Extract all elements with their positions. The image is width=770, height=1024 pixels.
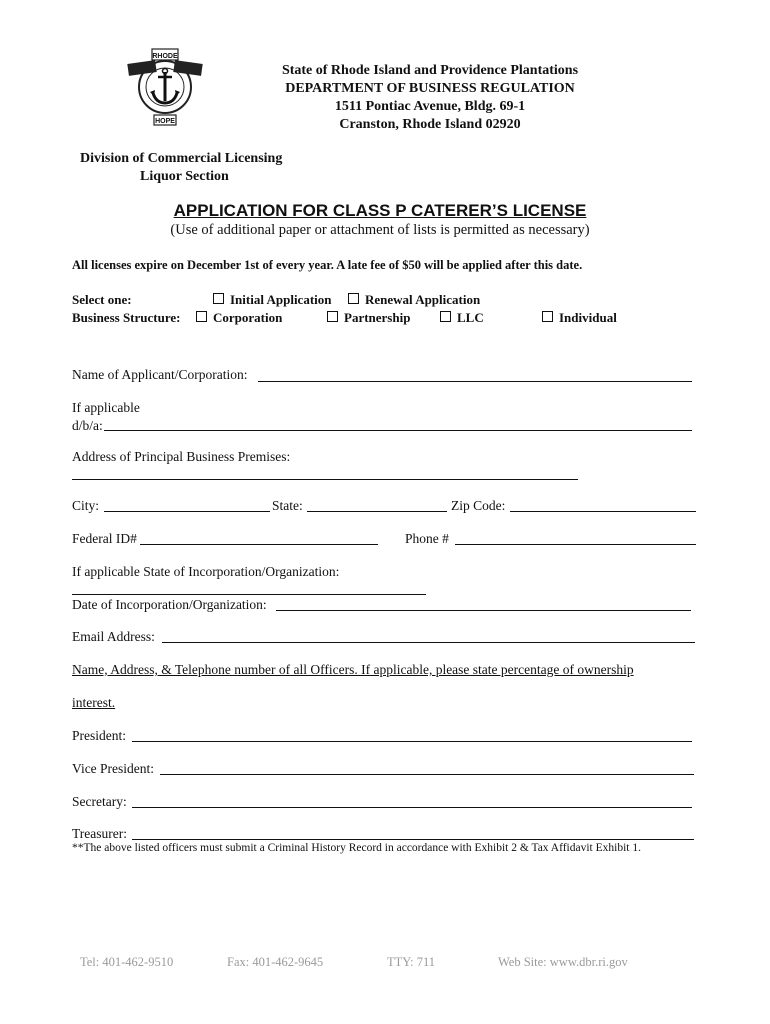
date-incorporation-input-line[interactable] (276, 610, 691, 611)
federal-id-input-line[interactable] (140, 544, 378, 545)
division-name: Division of Commercial Licensing (80, 151, 283, 166)
form-subtitle: (Use of additional paper or attachment of lists is permitted as necessary) (170, 222, 590, 238)
email-label: Email Address: (72, 629, 155, 644)
vice-president-label: Vice President: (72, 761, 155, 776)
initial-application-option[interactable]: Initial Application (213, 292, 332, 308)
form-title: APPLICATION FOR CLASS P CATERER’S LICENSE (173, 201, 587, 220)
corporation-option[interactable]: Corporation (196, 310, 282, 326)
officers-instruction-end: interest. (72, 695, 116, 710)
footer-tty: TTY: 711 (387, 955, 436, 969)
individual-option[interactable]: Individual (542, 310, 617, 326)
address-input-line[interactable] (72, 479, 578, 480)
phone-label: Phone # (405, 531, 449, 546)
city-input-line[interactable] (104, 511, 270, 512)
president-input-line[interactable] (132, 741, 692, 742)
applicant-label: Name of Applicant/Corporation: (72, 367, 248, 382)
select-one-label: Select one: (72, 292, 132, 307)
street-address: 1511 Pontiac Avenue, Bldg. 69-1 (334, 99, 526, 114)
agency-header (230, 62, 630, 134)
dba-input-line[interactable] (104, 430, 692, 431)
zip-input-line[interactable] (510, 511, 696, 512)
phone-input-line[interactable] (455, 544, 696, 545)
initial-application-checkbox[interactable] (213, 293, 224, 304)
secretary-label: Secretary: (72, 794, 127, 809)
city-label: City: (72, 498, 100, 513)
address-label: Address of Principal Business Premises: (72, 449, 291, 464)
department-name: DEPARTMENT OF BUSINESS REGULATION (285, 81, 575, 96)
if-applicable-label: If applicable (72, 400, 140, 415)
state-label: State: (272, 498, 303, 513)
zip-label: Zip Code: (451, 498, 506, 513)
officers-instruction: Name, Address, & Telephone number of all Officers. If applicable, please state percentage of ownership (72, 662, 634, 677)
officers-footnote: **The above listed officers must submit a Criminal History Record in accordance with Exhibit 2 & Tax Affidavit Exhibit 1. (72, 842, 641, 854)
secretary-input-line[interactable] (132, 807, 692, 808)
renewal-application-option[interactable]: Renewal Application (348, 292, 480, 308)
business-structure-label: Business Structure: (72, 310, 181, 325)
expiration-notice: All licenses expire on December 1st of every year. A late fee of $50 will be applied after this date. (72, 258, 583, 272)
dba-label: d/b/a: (72, 418, 103, 433)
footer-website: Web Site: www.dbr.ri.gov (498, 955, 628, 969)
city-address: Cranston, Rhode Island 02920 (339, 117, 521, 132)
president-label: President: (72, 728, 126, 743)
state-seal-logo (122, 46, 208, 128)
applicant-input-line[interactable] (258, 381, 692, 382)
state-name: State of Rhode Island and Providence Plantations (281, 63, 579, 78)
footer-fax: Fax: 401-462-9645 (227, 955, 324, 969)
treasurer-label: Treasurer: (72, 826, 127, 841)
email-input-line[interactable] (162, 642, 695, 643)
individual-checkbox[interactable] (542, 311, 553, 322)
state-input-line[interactable] (307, 511, 447, 512)
state-incorporation-label: If applicable State of Incorporation/Organization: (72, 564, 340, 579)
vice-president-input-line[interactable] (160, 774, 694, 775)
section-name: Liquor Section (140, 169, 229, 184)
treasurer-input-line[interactable] (132, 839, 694, 840)
date-incorporation-label: Date of Incorporation/Organization: (72, 597, 267, 612)
llc-checkbox[interactable] (440, 311, 451, 322)
partnership-checkbox[interactable] (327, 311, 338, 322)
svg-text:RHODE: RHODE (152, 53, 178, 60)
state-incorporation-input-line[interactable] (72, 594, 426, 595)
division-block (80, 150, 282, 186)
renewal-application-checkbox[interactable] (348, 293, 359, 304)
footer-tel: Tel: 401-462-9510 (80, 955, 174, 969)
llc-option[interactable]: LLC (440, 310, 484, 326)
partnership-option[interactable]: Partnership (327, 310, 410, 326)
svg-text:HOPE: HOPE (155, 118, 175, 125)
federal-id-label: Federal ID# (72, 531, 137, 546)
corporation-checkbox[interactable] (196, 311, 207, 322)
